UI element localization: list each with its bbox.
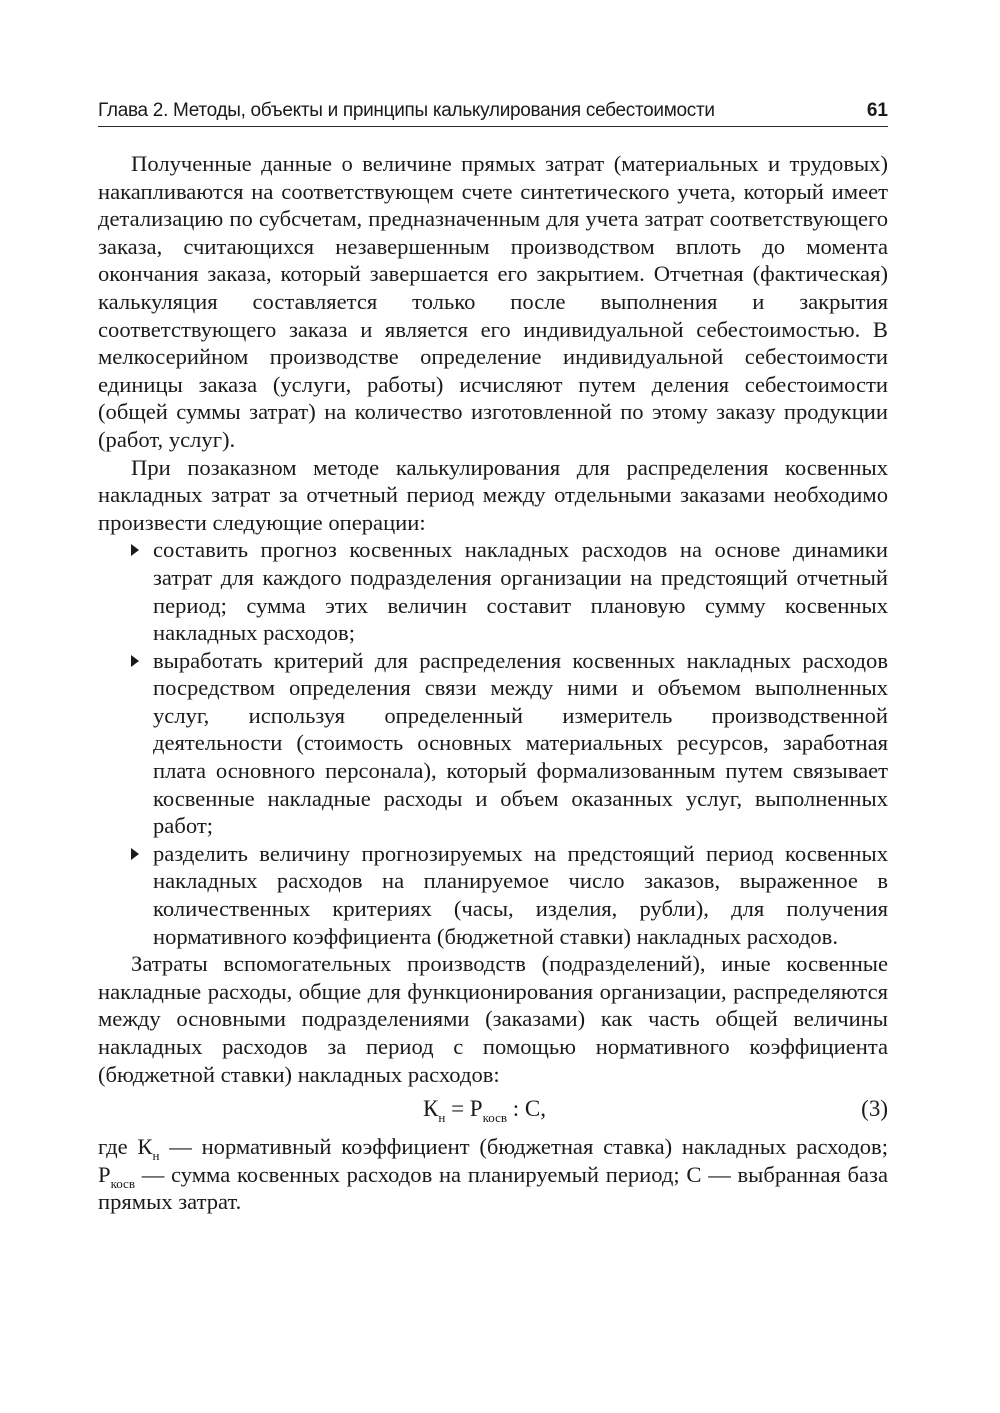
list-item-text: разделить величину прогнозируемых на предстоящий период косвенных накладных расходов на планируемое число заказов, выраженное в количественных критериях (часы, изделия, рубли), для получения нормативного коэффициента (бюджетной ставки) накладных расходов.: [153, 840, 888, 949]
formula-p-subscript: косв: [482, 1110, 507, 1126]
legend-k-description: — нормативный коэффициент (бюджетная ставка) накладных расходов; Р: [98, 1134, 889, 1187]
triangle-bullet-icon: [131, 544, 139, 556]
triangle-bullet-icon: [131, 655, 139, 667]
running-header: [98, 96, 888, 127]
overhead-rate-formula: [423, 1089, 546, 1129]
list-item-text: составить прогноз косвенных накладных расходов на основе динамики затрат для каждого подразделения организации на предстоящий отчетный период; сумма этих величин составит плановую сумму косвенных накладных расходов;: [153, 537, 888, 646]
formula-block: [98, 1089, 888, 1133]
legend-prefix: где К: [98, 1134, 153, 1160]
page-number: 61: [866, 100, 888, 121]
paragraph-overhead-allocation: Затраты вспомогательных производств (подразделений), иные косвенные накладные расходы, общие для функционирования организации, распределяются между основными подразделениями (заказами) как часть общей величины накладных расходов за период с помощью нормативного коэффициента (бюджетной ставки) накладных расходов:: [98, 951, 888, 1087]
operations-list: [98, 536, 888, 950]
legend-p-subscript: косв: [110, 1175, 135, 1191]
formula-legend: [98, 1133, 888, 1216]
list-item: [98, 536, 888, 646]
paragraph-direct-costs: Полученные данные о величине прямых затрат (материальных и трудовых) накапливаются на соответствующем счете синтетического учета, который имеет детализацию по субсчетам, предназначенным для учета затрат соответствующего заказа, считающихся незавершенным производством вплоть до момента окончания заказа, который завершается его закрытием. Отчетная (фактическая) калькуляция составляется только после выполнения и закрытия соответствующего заказа и является его индивидуальной себестоимостью. В мелкосерийном производстве определение индивидуальной себестоимости единицы заказа (услуги, работы) исчисляют путем деления себестоимости (общей суммы затрат) на количество изготовленной по этому заказу продукции (работ, услуг).: [98, 151, 888, 452]
equation-number: (3): [861, 1096, 888, 1122]
legend-k-subscript: н: [152, 1148, 160, 1164]
main-text: [98, 150, 888, 1216]
list-item: [98, 647, 888, 840]
formula-equals: =: [445, 1096, 470, 1122]
legend-p-description: — сумма косвенных расходов на планируемый период; С — выбранная база прямых затрат.: [98, 1161, 888, 1215]
list-item-text: выработать критерий для распределения косвенных накладных расходов посредством определения связи между ними и объемом выполненных услуг, используя определенный измеритель производственной деятельности (стоимость основных материальных ресурсов, заработная плата основного персонала), который формализованным путем связывает косвенные накладные расходы и объем оказанных услуг, выполненных работ;: [153, 647, 888, 839]
paragraph-job-order-method: При позаказном методе калькулирования для распределения косвенных накладных затрат за отчетный период между отдельными заказами необходимо произвести следующие операции:: [98, 454, 888, 535]
formula-rest: : С,: [506, 1096, 546, 1122]
formula-k: К: [423, 1096, 439, 1122]
triangle-bullet-icon: [131, 848, 139, 860]
formula-k-subscript: н: [438, 1110, 446, 1126]
chapter-title: Глава 2. Методы, объекты и принципы калькулирования себестоимости: [98, 100, 715, 121]
formula-p: Р: [469, 1096, 483, 1122]
list-item: [98, 840, 888, 950]
